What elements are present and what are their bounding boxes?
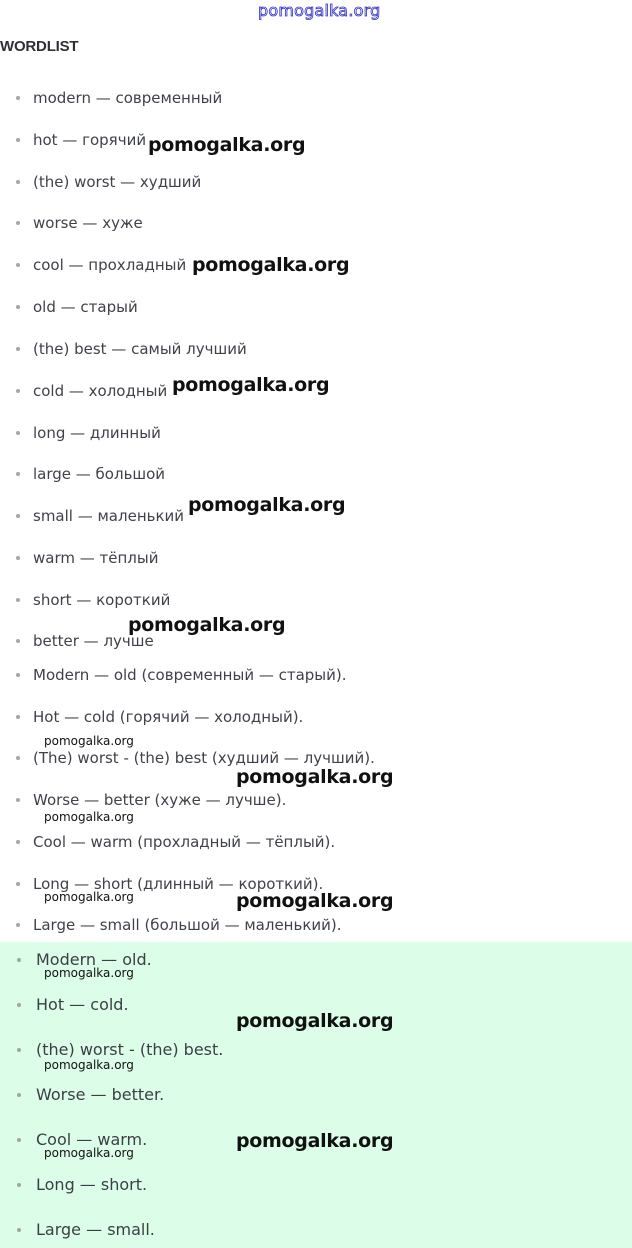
list-item-text: (the) best — самый лучший	[33, 340, 247, 358]
bullet-icon	[16, 347, 20, 351]
bullet-icon	[16, 756, 20, 760]
watermark-small: pomogalka.org	[44, 810, 134, 824]
bullet-icon	[16, 138, 20, 142]
list-item-text: (The) worst - (the) best (худший — лучший).	[33, 749, 375, 767]
bullet-icon	[17, 1138, 21, 1142]
list-item-text: Cool — warm (прохладный — тёплый).	[33, 833, 336, 851]
watermark-small: pomogalka.org	[44, 734, 134, 748]
list-item-text: small — маленький	[33, 507, 185, 525]
watermark: pomogalka.org	[236, 766, 394, 788]
bullet-icon	[17, 1228, 21, 1232]
answer-text: (the) worst - (the) best.	[36, 1040, 224, 1059]
list-item-text: Long — short (длинный — короткий).	[33, 875, 324, 893]
bullet-icon	[16, 556, 20, 560]
watermark: pomogalka.org	[192, 254, 350, 276]
list-item-text: cool — прохладный	[33, 256, 187, 274]
watermark-small: pomogalka.org	[44, 1146, 134, 1160]
list-item-text: worse — хуже	[33, 214, 143, 232]
answer-text: Long — short.	[36, 1175, 148, 1194]
answer-text: Hot — cold.	[36, 995, 129, 1014]
list-item-text: large — большой	[33, 465, 166, 483]
watermark-small: pomogalka.org	[44, 890, 134, 904]
answer-text: Large — small.	[36, 1220, 155, 1239]
bullet-icon	[17, 1003, 21, 1007]
bullet-icon	[17, 958, 21, 962]
list-item-text: better — лучше	[33, 632, 154, 650]
bullet-icon	[16, 514, 20, 518]
list-item-text: Worse — better (хуже — лучше).	[33, 791, 287, 809]
watermark-small: pomogalka.org	[44, 1058, 134, 1072]
list-item-text: (the) worst — худший	[33, 173, 202, 191]
answer-text: Modern — old.	[36, 950, 152, 969]
bullet-icon	[17, 1048, 21, 1052]
bullet-icon	[16, 180, 20, 184]
watermark: pomogalka.org	[236, 890, 394, 912]
bullet-icon	[16, 263, 20, 267]
watermark: pomogalka.org	[236, 1010, 394, 1032]
watermark: pomogalka.org	[236, 1130, 394, 1152]
answer-text: Worse — better.	[36, 1085, 165, 1104]
watermark-small: pomogalka.org	[44, 966, 134, 980]
bullet-icon	[16, 840, 20, 844]
list-item-text: cold — холодный	[33, 382, 168, 400]
bullet-icon	[16, 472, 20, 476]
list-item-text: Large — small (большой — маленький).	[33, 916, 342, 934]
list-item-text: Hot — cold (горячий — холодный).	[33, 708, 304, 726]
bullet-icon	[16, 305, 20, 309]
bullet-icon	[16, 431, 20, 435]
bullet-icon	[17, 1183, 21, 1187]
answer-text: Cool — warm.	[36, 1130, 148, 1149]
list-item-text: short — короткий	[33, 591, 171, 609]
watermark: pomogalka.org	[188, 494, 346, 516]
bullet-icon	[17, 1093, 21, 1097]
list-item-text: warm — тёплый	[33, 549, 159, 567]
header-watermark: pomogalka.org	[258, 1, 381, 20]
answer-box	[0, 942, 632, 1248]
wordlist-title: WORDLIST	[0, 38, 79, 55]
bullet-icon	[16, 96, 20, 100]
list-item-text: hot — горячий	[33, 131, 147, 149]
bullet-icon	[16, 798, 20, 802]
list-item-text: modern — современный	[33, 89, 223, 107]
list-item-text: Modern — old (современный — старый).	[33, 666, 347, 684]
bullet-icon	[16, 882, 20, 886]
bullet-icon	[16, 715, 20, 719]
watermark: pomogalka.org	[172, 374, 330, 396]
list-item-text: long — длинный	[33, 424, 161, 442]
bullet-icon	[16, 389, 20, 393]
bullet-icon	[16, 923, 20, 927]
list-item-text: old — старый	[33, 298, 138, 316]
bullet-icon	[16, 673, 20, 677]
watermark: pomogalka.org	[148, 134, 306, 156]
watermark: pomogalka.org	[128, 614, 286, 636]
bullet-icon	[16, 221, 20, 225]
bullet-icon	[16, 598, 20, 602]
bullet-icon	[16, 639, 20, 643]
